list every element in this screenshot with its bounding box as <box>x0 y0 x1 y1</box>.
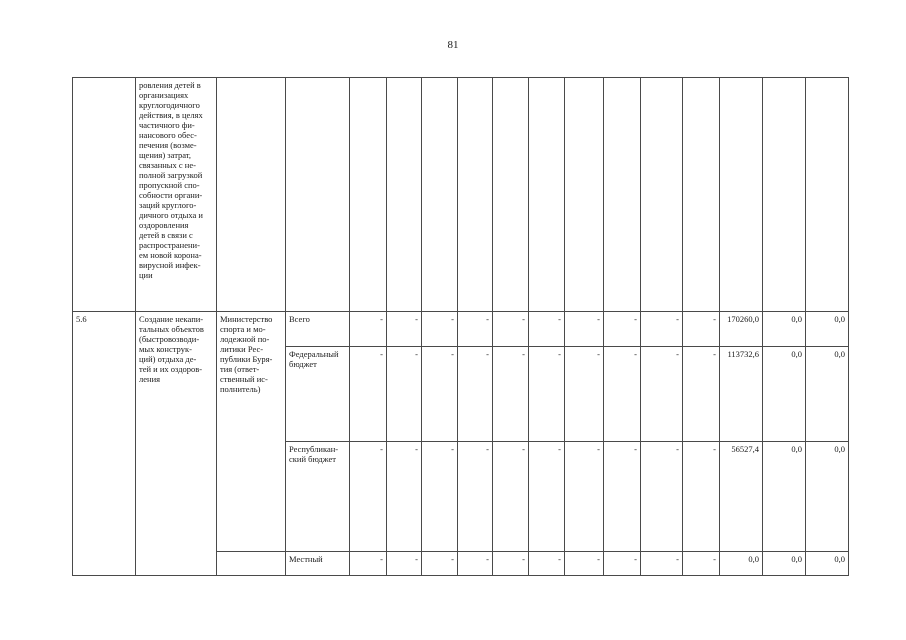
source-cell: Всего <box>286 312 350 347</box>
value-cell: - <box>683 312 720 347</box>
year-3-value: 0,0 <box>806 312 849 347</box>
value-cell: - <box>683 442 720 552</box>
value-cell: - <box>458 347 493 442</box>
value-cell: - <box>422 442 458 552</box>
value-cell: - <box>529 347 565 442</box>
value-cell: - <box>493 312 529 347</box>
description-cell: ровления детей в организациях круглогодичного действия, в целях частичного фи- нансового обес- печения (возме- щения) затрат, связанных с не- полной загрузкой пропускной спо- собности органи- заций круглого- дичного отдыха и оздоровления детей в связи с распространени- ем новой корона- вирусной инфек- ции <box>136 78 217 312</box>
row-number-cell: 5.6 <box>73 312 136 576</box>
value-cell: - <box>604 347 641 442</box>
value-cell: - <box>529 552 565 576</box>
value-cell: - <box>493 442 529 552</box>
year-1-value: 113732,6 <box>720 347 763 442</box>
value-cell <box>720 78 763 312</box>
year-3-value: 0,0 <box>806 552 849 576</box>
year-2-value: 0,0 <box>763 347 806 442</box>
value-cell: - <box>529 312 565 347</box>
executor-cell <box>217 78 286 312</box>
value-cell: - <box>641 442 683 552</box>
value-cell: - <box>565 552 604 576</box>
value-cell: - <box>683 552 720 576</box>
value-cell: - <box>422 312 458 347</box>
value-cell <box>763 78 806 312</box>
value-cell <box>683 78 720 312</box>
year-2-value: 0,0 <box>763 442 806 552</box>
value-cell <box>604 78 641 312</box>
year-3-value: 0,0 <box>806 442 849 552</box>
source-cell: Республикан- ский бюджет <box>286 442 350 552</box>
value-cell <box>422 78 458 312</box>
value-cell: - <box>604 552 641 576</box>
value-cell: - <box>641 552 683 576</box>
value-cell: - <box>387 312 422 347</box>
description-cell: Создание некапи- тальных объектов (быстровозводи- мых конструк- ций) отдыха де- тей и их оздоров- ления <box>136 312 217 576</box>
value-cell: - <box>350 347 387 442</box>
year-2-value: 0,0 <box>763 312 806 347</box>
value-cell <box>387 78 422 312</box>
value-cell: - <box>350 552 387 576</box>
value-cell: - <box>565 312 604 347</box>
value-cell: - <box>458 312 493 347</box>
value-cell: - <box>493 347 529 442</box>
value-cell: - <box>350 312 387 347</box>
year-1-value: 170260,0 <box>720 312 763 347</box>
value-cell: - <box>387 442 422 552</box>
year-3-value: 0,0 <box>806 347 849 442</box>
value-cell <box>806 78 849 312</box>
value-cell: - <box>387 347 422 442</box>
value-cell: - <box>604 312 641 347</box>
source-cell: Федеральный бюджет <box>286 347 350 442</box>
number-cell <box>73 78 136 312</box>
value-cell: - <box>641 312 683 347</box>
value-cell: - <box>387 552 422 576</box>
value-cell: - <box>458 442 493 552</box>
value-cell: - <box>422 347 458 442</box>
value-cell <box>458 78 493 312</box>
value-cell: - <box>493 552 529 576</box>
table-row-total <box>73 312 849 347</box>
value-cell: - <box>458 552 493 576</box>
budget-table <box>72 77 849 576</box>
value-cell <box>529 78 565 312</box>
value-cell <box>493 78 529 312</box>
value-cell: - <box>604 442 641 552</box>
source-cell: Местный <box>286 552 350 576</box>
value-cell: - <box>529 442 565 552</box>
value-cell <box>641 78 683 312</box>
year-1-value: 0,0 <box>720 552 763 576</box>
value-cell <box>350 78 387 312</box>
executor-cell: Министерство спорта и мо- лодежной по- литики Рес- публики Буря- тия (ответ- ственный ис- полнитель) <box>217 312 286 552</box>
source-cell <box>286 78 350 312</box>
page-number: 81 <box>447 39 459 51</box>
value-cell: - <box>350 442 387 552</box>
value-cell: - <box>641 347 683 442</box>
year-1-value: 56527,4 <box>720 442 763 552</box>
year-2-value: 0,0 <box>763 552 806 576</box>
value-cell: - <box>565 442 604 552</box>
value-cell: - <box>565 347 604 442</box>
value-cell: - <box>683 347 720 442</box>
value-cell: - <box>422 552 458 576</box>
executor-cell <box>217 552 286 576</box>
value-cell <box>565 78 604 312</box>
table-row-continued <box>73 78 849 312</box>
